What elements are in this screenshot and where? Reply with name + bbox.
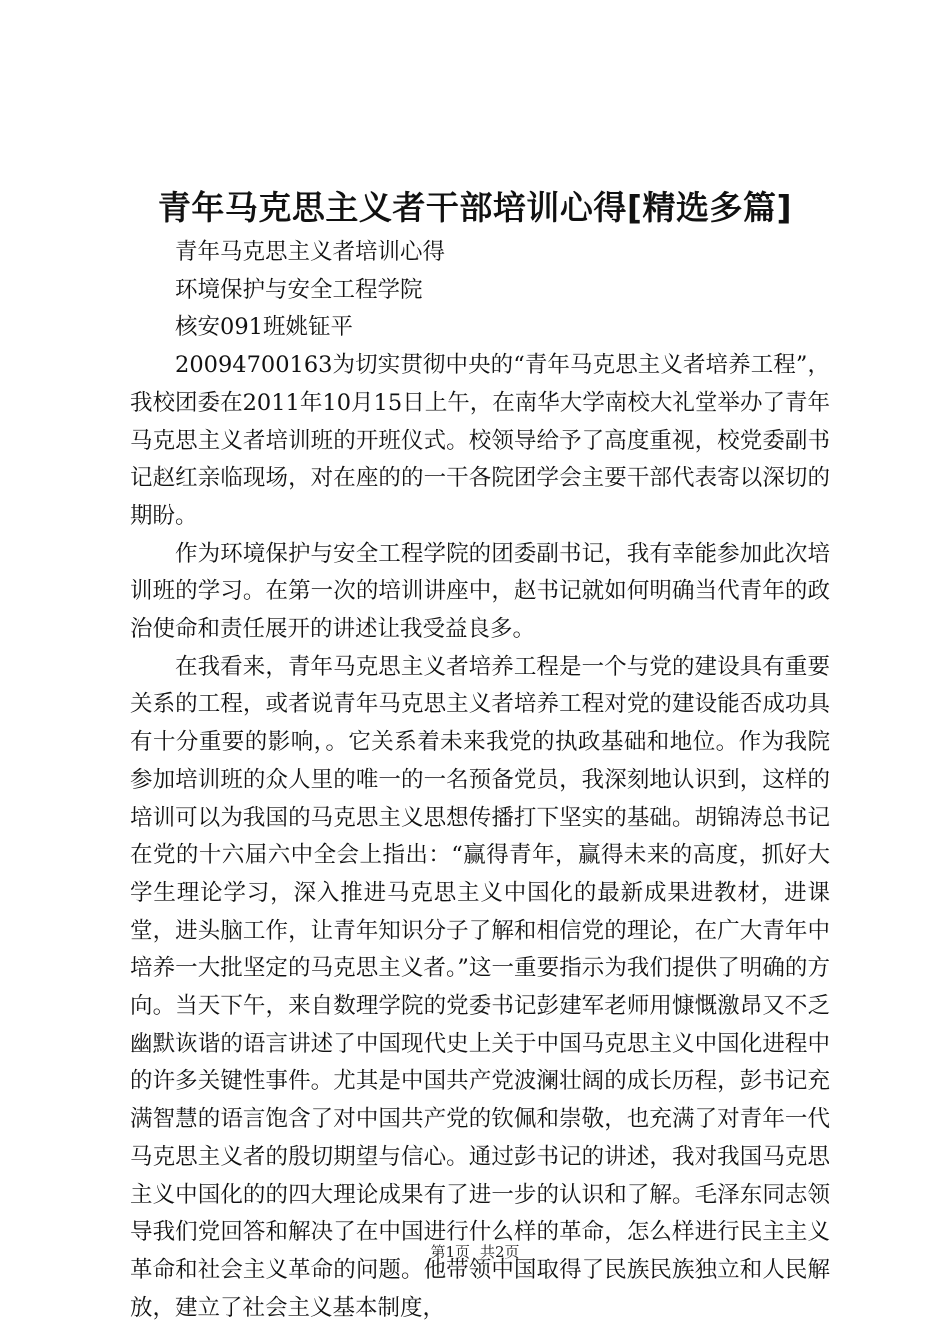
school-line: 环境保护与安全工程学院	[175, 276, 423, 303]
page-footer	[0, 1242, 950, 1262]
body-paragraph: 20094700163为切实贯彻中央的“青年马克思主义者培养工程”，我校团委在2011年10月15日上午，在南华大学南校大礼堂举办了青年马克思主义者培训班的开班仪式。校领导给予了高度重视，校党委副书记赵红亲临现场，对在座的的一干各院团学会主要干部代表寄以深切的期盼。	[130, 352, 830, 529]
page-number: 第1页	[430, 1243, 470, 1261]
body-paragraph: 作为环境保护与安全工程学院的团委副书记，我有幸能参加此次培训班的学习。在第一次的培训讲座中，赵书记就如何明确当代青年的政治使命和责任展开的讲述让我受益良多。	[130, 540, 830, 643]
author-line: 核安091班姚钲平	[175, 314, 353, 341]
page-total: 共2页	[480, 1243, 520, 1261]
document-title: 青年马克思主义者干部培训心得[精选多篇]	[157, 188, 793, 227]
document-body	[130, 234, 830, 1327]
subtitle-line: 青年马克思主义者培训心得	[175, 239, 446, 265]
body-paragraph: 在我看来，青年马克思主义者培养工程是一个与党的建设具有重要关系的工程，或者说青年马克思主义者培养工程对党的建设能否成功具有十分重要的影响，。它关系着未来我党的执政基础和地位。作为我院参加培训班的众人里的唯一的一名预备党员，我深刻地认识到，这样的培训可以为我国的马克思主义思想传播打下坚实的基础。胡锦涛总书记在党的十六届六中全会上指出：“赢得青年，赢得未来的高度，抓好大学生理论学习，深入推进马克思主义中国化的最新成果进教材，进课堂，进头脑工作，让青年知识分子了解和相信党的理论，在广大青年中培养一大批坚定的马克思主义者。”这一重要指示为我们提供了明确的方向。当天下午，来自数理学院的党委书记彭建军老师用慷慨激昂又不乏幽默诙谐的语言讲述了中国现代史上关于中国马克思主义中国化进程中的许多关键性事件。尤其是中国共产党波澜壮阔的成长历程，彭书记充满智慧的语言饱含了对中国共产党的钦佩和崇敬，也充满了对青年一代马克思主义者的殷切期望与信心。通过彭书记的讲述，我对我国马克思主义中国化的的四大理论成果有了进一步的认识和了解。毛泽东同志领导我们党回答和解决了在中国进行什么样的革命，怎么样进行民主主义革命和社会主义革命的问题。他带领中国取得了民族民族独立和人民解放，建立了社会主义基本制度，	[130, 653, 830, 1321]
